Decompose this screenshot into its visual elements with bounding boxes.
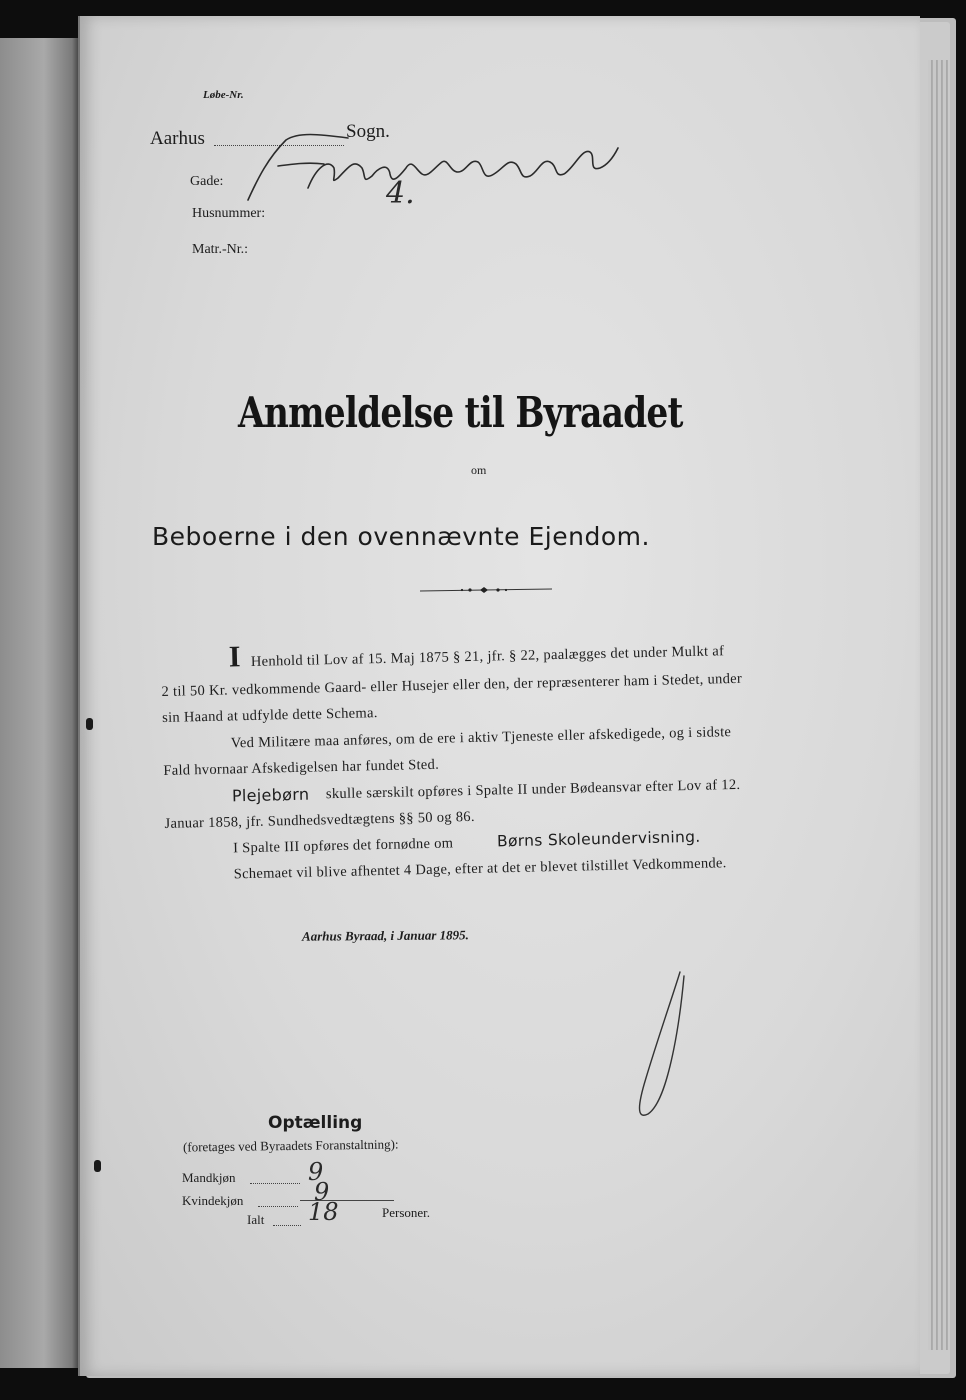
mandkjon-dots — [250, 1183, 300, 1184]
husnummer-label: Husnummer: — [192, 206, 266, 221]
handwritten-street-name — [238, 128, 628, 208]
binding-stitch-bottom — [94, 1160, 101, 1172]
title-om: om — [471, 463, 487, 477]
document-title: Anmeldelse til Byraadet — [238, 388, 683, 437]
handwritten-pen-mark — [628, 968, 698, 1128]
paragraph-3-line-2: Januar 1858, jfr. Sundhedsvedtægtens §§ 50 og 86. — [164, 808, 476, 832]
dropcap-letter: I — [228, 640, 241, 674]
binding-stitch-top — [86, 718, 93, 730]
personer-label: Personer. — [382, 1205, 431, 1220]
kvindekjon-label: Kvindekjøn — [182, 1193, 244, 1208]
paragraph-2-line-1: Ved Militære maa anføres, om de ere i aktiv Tjeneste eller afskedigede, og i sidste — [230, 724, 732, 752]
handwritten-house-number: 4. — [386, 176, 415, 211]
lobe-nr-label: Løbe-Nr. — [203, 89, 244, 101]
ialt-label: Ialt — [247, 1212, 265, 1227]
council-signature: Aarhus Byraad, i Januar 1895. — [301, 927, 469, 944]
matr-nr-label: Matr.-Nr.: — [192, 242, 248, 257]
mandkjon-label: Mandkjøn — [182, 1170, 236, 1185]
instructions-block — [160, 607, 846, 882]
paragraph-4-emphasis: Børns Skoleundervisning. — [496, 827, 701, 851]
optaelling-subtitle: (foretages ved Byraadets Foranstaltning): — [182, 1136, 399, 1155]
paragraph-5-line: Schemaet vil blive afhentet 4 Dage, efter at det er blevet tilstillet Vedkommende. — [233, 855, 727, 883]
ornament-divider — [420, 584, 552, 596]
paragraph-4-start: I Spalte III opføres det fornødne om — [232, 835, 454, 857]
gade-label: Gade: — [190, 174, 224, 189]
city-label: Aarhus — [150, 128, 205, 149]
kvindekjon-value: 9 — [314, 1178, 330, 1206]
sogn-label: Sogn. — [346, 121, 390, 142]
paragraph-2-line-2: Fald hvornaar Afskedigelsen har fundet Sted. — [163, 756, 440, 779]
paragraph-1-line-2: 2 til 50 Kr. vedkommende Gaard- eller Husejer eller den, der repræsenterer ham i Stedet, under — [161, 670, 743, 700]
paragraph-1-line-1: Henhold til Lov af 15. Maj 1875 § 21, jfr. § 22, paalægges det under Mulkt af — [250, 643, 725, 670]
paragraph-3-line-1: skulle særskilt opføres i Spalte II under Bødeansvar efter Lov af 12. — [325, 776, 741, 803]
paragraph-3-lead: Plejebørn — [231, 784, 310, 806]
kvindekjon-dots — [258, 1206, 298, 1207]
mandkjon-value: 9 — [308, 1158, 324, 1186]
ialt-value: 18 — [308, 1198, 339, 1226]
ialt-dots — [273, 1225, 301, 1226]
page-edges — [928, 60, 948, 1350]
paragraph-1-line-3: sin Haand at udfylde dette Schema. — [161, 705, 378, 726]
optaelling-title: Optælling — [268, 1113, 363, 1133]
document-subtitle: Beboerne i den ovennævnte Ejendom. — [152, 522, 650, 551]
left-page — [0, 38, 80, 1368]
